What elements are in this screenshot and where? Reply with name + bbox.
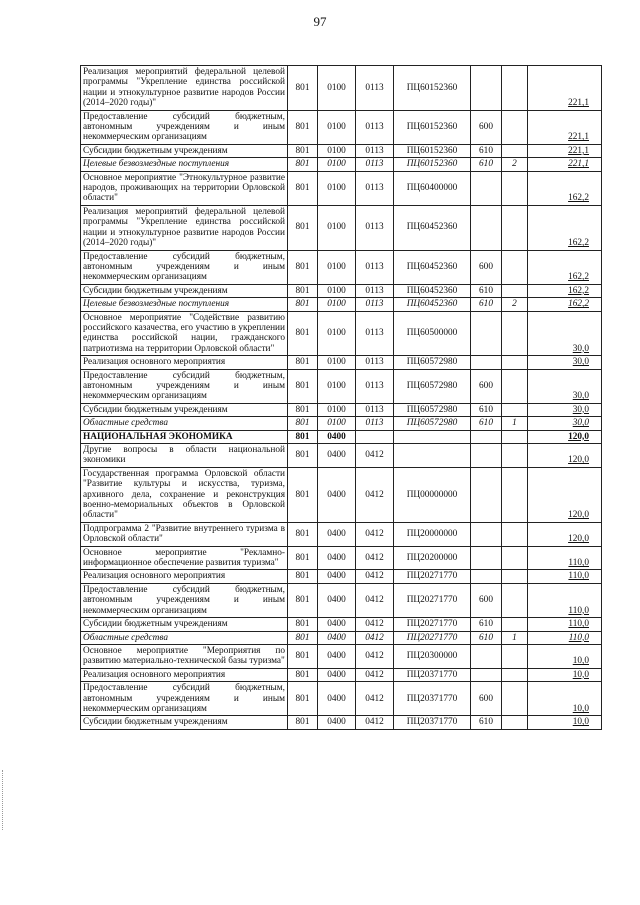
row-subsection-code: 0113 [356,110,394,144]
row-amount: 110,0 [528,570,602,583]
row-ved-code: 801 [288,467,318,522]
row-ved-code: 801 [288,631,318,644]
row-name: Субсидии бюджетным учреждениям [81,284,288,297]
row-section-code: 0400 [318,682,356,716]
row-amount: 162,2 [528,298,602,311]
row-name: Предоставление субсидий бюджетным, автономным учреждениям и иным некоммерческим организациям [81,369,288,403]
row-target-article: ПЦ20371770 [394,682,471,716]
row-section-code: 0400 [318,430,356,443]
row-section-code: 0100 [318,158,356,171]
row-section-code: 0100 [318,284,356,297]
row-expense-type [471,311,502,356]
row-target-article: ПЦ60152360 [394,158,471,171]
row-source-code [502,250,528,284]
row-ved-code: 801 [288,311,318,356]
row-source-code: 1 [502,417,528,430]
row-expense-type: 600 [471,369,502,403]
row-section-code: 0400 [318,467,356,522]
row-target-article: ПЦ60152360 [394,144,471,157]
row-amount: 162,2 [528,205,602,250]
row-target-article: ПЦ20271770 [394,583,471,617]
row-section-code: 0100 [318,403,356,416]
row-ved-code: 801 [288,205,318,250]
row-ved-code: 801 [288,430,318,443]
row-section-code: 0100 [318,356,356,369]
row-subsection-code: 0113 [356,158,394,171]
row-subsection-code: 0412 [356,546,394,570]
row-amount: 10,0 [528,668,602,681]
row-target-article: ПЦ60572980 [394,369,471,403]
row-expense-type [471,522,502,546]
row-subsection-code: 0412 [356,522,394,546]
table-row [81,311,602,356]
row-section-code: 0100 [318,110,356,144]
row-section-code: 0400 [318,444,356,468]
row-target-article: ПЦ60400000 [394,171,471,205]
row-subsection-code: 0113 [356,298,394,311]
row-name: Предоставление субсидий бюджетным, автономным учреждениям и иным некоммерческим организациям [81,250,288,284]
row-name: Основное мероприятие "Мероприятия по развитию материально-технической базы туризма" [81,644,288,668]
row-subsection-code: 0412 [356,644,394,668]
table-row [81,668,602,681]
row-amount: 110,0 [528,583,602,617]
row-target-article: ПЦ60572980 [394,403,471,416]
row-expense-type [471,430,502,443]
table-row [81,583,602,617]
row-ved-code: 801 [288,570,318,583]
row-subsection-code: 0412 [356,583,394,617]
row-name: Основное мероприятие "Рекламно-информационное обеспечение развития туризма" [81,546,288,570]
row-source-code [502,311,528,356]
row-subsection-code: 0113 [356,144,394,157]
row-subsection-code: 0412 [356,631,394,644]
row-expense-type [471,546,502,570]
row-target-article: ПЦ20371770 [394,716,471,729]
row-ved-code: 801 [288,171,318,205]
row-ved-code: 801 [288,66,318,111]
row-expense-type: 600 [471,110,502,144]
row-expense-type: 610 [471,158,502,171]
row-amount: 30,0 [528,403,602,416]
row-expense-type [471,171,502,205]
row-subsection-code: 0412 [356,716,394,729]
row-amount: 120,0 [528,522,602,546]
row-name: Областные средства [81,417,288,430]
row-source-code [502,716,528,729]
row-amount: 110,0 [528,631,602,644]
row-section-code: 0400 [318,546,356,570]
row-source-code [502,144,528,157]
row-target-article: ПЦ60572980 [394,356,471,369]
row-target-article: ПЦ60152360 [394,110,471,144]
row-source-code [502,546,528,570]
table-row [81,144,602,157]
row-source-code [502,467,528,522]
row-ved-code: 801 [288,644,318,668]
row-section-code: 0100 [318,66,356,111]
row-subsection-code: 0412 [356,618,394,631]
row-ved-code: 801 [288,403,318,416]
row-section-code: 0400 [318,583,356,617]
row-amount: 221,1 [528,110,602,144]
row-amount: 221,1 [528,66,602,111]
row-source-code [502,618,528,631]
table-row [81,631,602,644]
row-amount: 30,0 [528,417,602,430]
row-amount: 162,2 [528,284,602,297]
row-name: Субсидии бюджетным учреждениям [81,716,288,729]
row-source-code [502,444,528,468]
table-row [81,682,602,716]
row-subsection-code [356,430,394,443]
row-amount: 110,0 [528,546,602,570]
row-expense-type: 610 [471,618,502,631]
row-source-code [502,403,528,416]
row-source-code [502,682,528,716]
row-section-code: 0400 [318,668,356,681]
row-ved-code: 801 [288,668,318,681]
row-subsection-code: 0113 [356,205,394,250]
row-name: Другие вопросы в области национальной экономики [81,444,288,468]
row-expense-type [471,205,502,250]
table-row [81,205,602,250]
row-subsection-code: 0412 [356,467,394,522]
row-name: Реализация основного мероприятия [81,356,288,369]
table-row [81,444,602,468]
row-amount: 30,0 [528,311,602,356]
table-row [81,716,602,729]
row-name: Государственная программа Орловской области "Развитие культуры и искусства, туризма, архивного дела, сохранение и реконструкция военно-мемориальных объектов в Орловской области" [81,467,288,522]
row-expense-type: 610 [471,716,502,729]
row-amount: 30,0 [528,369,602,403]
budget-table [80,65,602,730]
row-section-code: 0400 [318,631,356,644]
row-section-code: 0100 [318,298,356,311]
row-section-code: 0400 [318,570,356,583]
row-source-code [502,66,528,111]
row-amount: 120,0 [528,430,602,443]
row-section-code: 0100 [318,311,356,356]
row-section-code: 0100 [318,417,356,430]
table-row [81,467,602,522]
row-subsection-code: 0113 [356,171,394,205]
row-name: Целевые безвозмездные поступления [81,158,288,171]
row-name: Субсидии бюджетным учреждениям [81,144,288,157]
table-row [81,250,602,284]
row-ved-code: 801 [288,716,318,729]
table-row [81,356,602,369]
row-amount: 162,2 [528,171,602,205]
table-row [81,570,602,583]
row-ved-code: 801 [288,618,318,631]
row-subsection-code: 0113 [356,417,394,430]
row-target-article: ПЦ00000000 [394,467,471,522]
row-target-article: ПЦ60572980 [394,417,471,430]
row-source-code: 2 [502,158,528,171]
row-target-article: ПЦ20371770 [394,668,471,681]
row-target-article: ПЦ20200000 [394,546,471,570]
row-source-code [502,284,528,297]
row-section-code: 0100 [318,205,356,250]
row-subsection-code: 0412 [356,570,394,583]
row-section-code: 0400 [318,716,356,729]
row-ved-code: 801 [288,444,318,468]
row-target-article: ПЦ60452360 [394,205,471,250]
row-name: Реализация мероприятий федеральной целевой программы "Укрепление единства российской нации и этнокультурное развитие народов России (2014–2020 годы)" [81,66,288,111]
row-expense-type [471,570,502,583]
row-amount: 30,0 [528,356,602,369]
table-row [81,417,602,430]
row-amount: 110,0 [528,618,602,631]
table-row [81,298,602,311]
row-amount: 10,0 [528,682,602,716]
row-subsection-code: 0113 [356,356,394,369]
row-target-article: ПЦ20271770 [394,631,471,644]
table-row [81,403,602,416]
row-subsection-code: 0113 [356,403,394,416]
row-name: Реализация основного мероприятия [81,570,288,583]
row-subsection-code: 0113 [356,284,394,297]
row-target-article: ПЦ20271770 [394,618,471,631]
row-subsection-code: 0412 [356,682,394,716]
row-target-article: ПЦ60452360 [394,284,471,297]
page-number: 97 [313,14,327,29]
row-name: Предоставление субсидий бюджетным, автономным учреждениям и иным некоммерческим организациям [81,682,288,716]
row-source-code [502,205,528,250]
margin-mark [2,770,6,830]
row-subsection-code: 0412 [356,668,394,681]
row-name: Реализация основного мероприятия [81,668,288,681]
table-row [81,644,602,668]
row-source-code [502,430,528,443]
row-section-code: 0100 [318,144,356,157]
row-expense-type [471,444,502,468]
row-amount: 221,1 [528,158,602,171]
row-amount: 221,1 [528,144,602,157]
row-subsection-code: 0113 [356,311,394,356]
row-target-article [394,444,471,468]
table-row [81,546,602,570]
row-source-code: 2 [502,298,528,311]
row-name: Субсидии бюджетным учреждениям [81,403,288,416]
row-name: Предоставление субсидий бюджетным, автономным учреждениям и иным некоммерческим организациям [81,583,288,617]
row-name: НАЦИОНАЛЬНАЯ ЭКОНОМИКА [81,430,288,443]
row-subsection-code: 0113 [356,66,394,111]
row-name: Целевые безвозмездные поступления [81,298,288,311]
row-target-article: ПЦ60500000 [394,311,471,356]
row-name: Основное мероприятие "Содействие развитию российского казачества, его участию в укреплении единства российской нации, гражданского патриотизма на территории Орловской области" [81,311,288,356]
row-ved-code: 801 [288,522,318,546]
row-source-code [502,583,528,617]
row-section-code: 0400 [318,618,356,631]
table-row [81,430,602,443]
row-section-code: 0400 [318,522,356,546]
row-ved-code: 801 [288,284,318,297]
table-row [81,158,602,171]
row-source-code: 1 [502,631,528,644]
table-row [81,522,602,546]
row-source-code [502,356,528,369]
row-target-article: ПЦ60452360 [394,250,471,284]
row-expense-type [471,467,502,522]
row-source-code [502,570,528,583]
row-amount: 120,0 [528,467,602,522]
row-section-code: 0100 [318,250,356,284]
table-row [81,369,602,403]
row-expense-type [471,668,502,681]
row-source-code [502,369,528,403]
row-source-code [502,668,528,681]
row-name: Подпрограмма 2 "Развитие внутреннего туризма в Орловской области" [81,522,288,546]
row-target-article: ПЦ20000000 [394,522,471,546]
row-target-article [394,430,471,443]
table-row [81,171,602,205]
row-section-code: 0400 [318,644,356,668]
row-ved-code: 801 [288,356,318,369]
row-expense-type: 610 [471,284,502,297]
row-expense-type: 600 [471,583,502,617]
table-row [81,66,602,111]
row-name: Областные средства [81,631,288,644]
table-row [81,284,602,297]
row-ved-code: 801 [288,682,318,716]
row-section-code: 0100 [318,369,356,403]
row-name: Предоставление субсидий бюджетным, автономным учреждениям и иным некоммерческим организациям [81,110,288,144]
row-subsection-code: 0113 [356,369,394,403]
row-ved-code: 801 [288,144,318,157]
row-source-code [502,644,528,668]
row-amount: 162,2 [528,250,602,284]
row-ved-code: 801 [288,417,318,430]
row-ved-code: 801 [288,369,318,403]
row-name: Реализация мероприятий федеральной целевой программы "Укрепление единства российской нации и этнокультурное развитие народов России (2014–2020 годы)" [81,205,288,250]
row-ved-code: 801 [288,110,318,144]
row-amount: 10,0 [528,716,602,729]
row-ved-code: 801 [288,250,318,284]
row-target-article: ПЦ60152360 [394,66,471,111]
table-body [81,66,602,730]
row-expense-type: 610 [471,144,502,157]
row-target-article: ПЦ20271770 [394,570,471,583]
row-expense-type: 610 [471,417,502,430]
row-ved-code: 801 [288,298,318,311]
row-name: Субсидии бюджетным учреждениям [81,618,288,631]
row-expense-type [471,356,502,369]
row-source-code [502,171,528,205]
row-ved-code: 801 [288,158,318,171]
row-expense-type: 610 [471,298,502,311]
row-target-article: ПЦ20300000 [394,644,471,668]
row-ved-code: 801 [288,546,318,570]
row-name: Основное мероприятие "Этнокультурное развитие народов, проживающих на территории Орловской области" [81,171,288,205]
row-expense-type: 600 [471,250,502,284]
row-expense-type [471,66,502,111]
row-subsection-code: 0113 [356,250,394,284]
row-source-code [502,110,528,144]
row-expense-type: 610 [471,631,502,644]
row-amount: 120,0 [528,444,602,468]
row-ved-code: 801 [288,583,318,617]
row-amount: 10,0 [528,644,602,668]
table-row [81,618,602,631]
table-row [81,110,602,144]
row-source-code [502,522,528,546]
row-expense-type: 610 [471,403,502,416]
row-subsection-code: 0412 [356,444,394,468]
row-expense-type: 600 [471,682,502,716]
row-expense-type [471,644,502,668]
row-target-article: ПЦ60452360 [394,298,471,311]
row-section-code: 0100 [318,171,356,205]
